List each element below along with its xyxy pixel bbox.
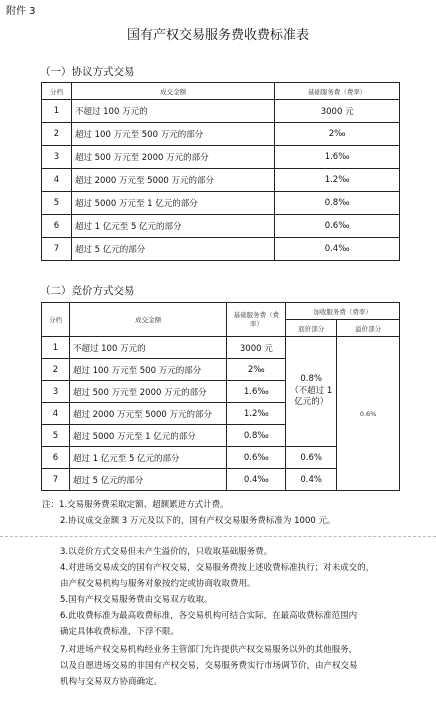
floor-merged-cell <box>286 337 337 447</box>
fee-cell: 1.6‰ <box>227 381 286 403</box>
header-floor-part: 底价部分 <box>286 320 337 337</box>
amount-cell: 超过 1 亿元至 5 亿元的部分 <box>71 215 274 238</box>
amount-cell: 超过 5 亿元的部分 <box>69 469 226 491</box>
floor-condition-text: 亿元的） <box>294 397 329 408</box>
tier-cell: 1 <box>42 100 72 123</box>
tier-cell: 6 <box>42 447 70 469</box>
tier-cell: 7 <box>42 238 72 261</box>
header-base-fee: 基础服务费（费率） <box>275 83 400 100</box>
table-row <box>42 169 400 192</box>
tier-cell: 7 <box>42 469 70 491</box>
tier-cell: 5 <box>42 192 72 215</box>
tier-cell: 6 <box>42 215 72 238</box>
fee-cell: 1.2‰ <box>227 403 286 425</box>
page-divider <box>0 536 436 537</box>
amount-cell: 超过 2000 万元至 5000 万元的部分 <box>71 169 274 192</box>
amount-cell: 不超过 100 万元的 <box>69 337 226 359</box>
header-tier: 分档 <box>42 303 70 337</box>
floor-condition-text: （不超过 1 <box>290 385 333 396</box>
amount-cell: 超过 500 万元至 2000 万元的部分 <box>69 381 226 403</box>
table-row <box>42 123 400 146</box>
fee-cell: 0.4‰ <box>275 238 400 261</box>
amount-cell: 超过 500 万元至 2000 万元的部分 <box>71 146 274 169</box>
amount-cell: 超过 1 亿元至 5 亿元的部分 <box>69 447 226 469</box>
fee-cell: 2‰ <box>227 359 286 381</box>
header-tier: 分档 <box>42 83 72 100</box>
premium-merged-cell: 0.6% <box>337 337 400 491</box>
fee-cell: 3000 元 <box>227 337 286 359</box>
amount-cell: 超过 5000 万元至 1 亿元的部分 <box>69 425 226 447</box>
fee-cell: 3000 元 <box>275 100 400 123</box>
tier-cell: 1 <box>42 337 70 359</box>
header-amount: 成交金额 <box>69 303 226 337</box>
section-heading-bidding: （二）竞价方式交易 <box>40 285 135 297</box>
table-row <box>42 238 400 261</box>
tier-cell: 4 <box>42 403 70 425</box>
fee-cell: 1.6‰ <box>275 146 400 169</box>
fee-cell: 0.8‰ <box>275 192 400 215</box>
note-line: 以及自愿进场交易的非国有产权交易，交易服务费实行市场调节价，由产权交易 <box>60 661 358 671</box>
tier-cell: 5 <box>42 425 70 447</box>
note-line: 注：1.交易服务费采取定额、超额累进方式计费。 <box>42 500 229 510</box>
amount-cell: 超过 100 万元至 500 万元的部分 <box>71 123 274 146</box>
amount-cell: 超过 5000 万元至 1 亿元的部分 <box>71 192 274 215</box>
header-base-fee: 基础服务费（费率） <box>227 303 286 337</box>
header-extra-fee: 加收服务费（费率） <box>286 303 400 320</box>
table-row <box>42 192 400 215</box>
tier-cell: 2 <box>42 123 72 146</box>
tier-cell: 3 <box>42 381 70 403</box>
table-row <box>42 146 400 169</box>
negotiated-fee-table <box>41 82 400 261</box>
floor-cell: 0.6% <box>286 447 337 469</box>
header-premium-part: 溢价部分 <box>337 320 400 337</box>
note-line: 由产权交易机构与服务对象按约定或协商收取费用。 <box>60 579 256 589</box>
fee-cell: 0.6‰ <box>227 447 286 469</box>
note-line: 2.协议成交金额 3 万元及以下的，国有产权交易服务费标准为 1000 元。 <box>60 516 336 526</box>
fee-cell: 0.8‰ <box>227 425 286 447</box>
fee-cell: 2‰ <box>275 123 400 146</box>
table-row <box>42 100 400 123</box>
note-line: 3.以竞价方式交易但未产生溢价的，只收取基础服务费。 <box>60 547 273 557</box>
fee-cell: 1.2‰ <box>275 169 400 192</box>
floor-cell: 0.4% <box>286 469 337 491</box>
note-line: 6.此收费标准为最高收费标准，各交易机构可结合实际，在最高收费标准范围内 <box>60 611 358 621</box>
annex-label: 附件 3 <box>6 6 36 17</box>
note-line: 7.对进场产权交易机构经业务主管部门允许提供产权交易服务以外的其他服务， <box>60 645 358 655</box>
fee-cell: 0.4‰ <box>227 469 286 491</box>
note-line: 确定具体收费标准，下浮不限。 <box>60 627 180 637</box>
amount-cell: 超过 2000 万元至 5000 万元的部分 <box>69 403 226 425</box>
page-title: 国有产权交易服务费收费标准表 <box>126 28 309 43</box>
fee-cell: 0.6‰ <box>275 215 400 238</box>
amount-cell: 不超过 100 万元的 <box>71 100 274 123</box>
amount-cell: 超过 5 亿元的部分 <box>71 238 274 261</box>
table-header-row <box>42 303 400 320</box>
note-line: 机构与交易双方协商确定。 <box>60 677 163 687</box>
tier-cell: 4 <box>42 169 72 192</box>
table-header-row <box>42 83 400 100</box>
table-row <box>42 215 400 238</box>
floor-rate-text: 0.8% <box>300 374 322 385</box>
bidding-fee-table <box>41 302 400 491</box>
note-line: 4.对进场交易成交的国有产权交易，交易服务费按上述收费标准执行；对未成交的， <box>60 563 375 573</box>
note-line: 5.国有产权交易服务费由交易双方收取。 <box>60 595 213 605</box>
amount-cell: 超过 100 万元至 500 万元的部分 <box>69 359 226 381</box>
tier-cell: 2 <box>42 359 70 381</box>
section-heading-negotiated: （一）协议方式交易 <box>40 66 135 78</box>
header-amount: 成交金额 <box>71 83 274 100</box>
tier-cell: 3 <box>42 146 72 169</box>
table-row <box>42 337 400 359</box>
